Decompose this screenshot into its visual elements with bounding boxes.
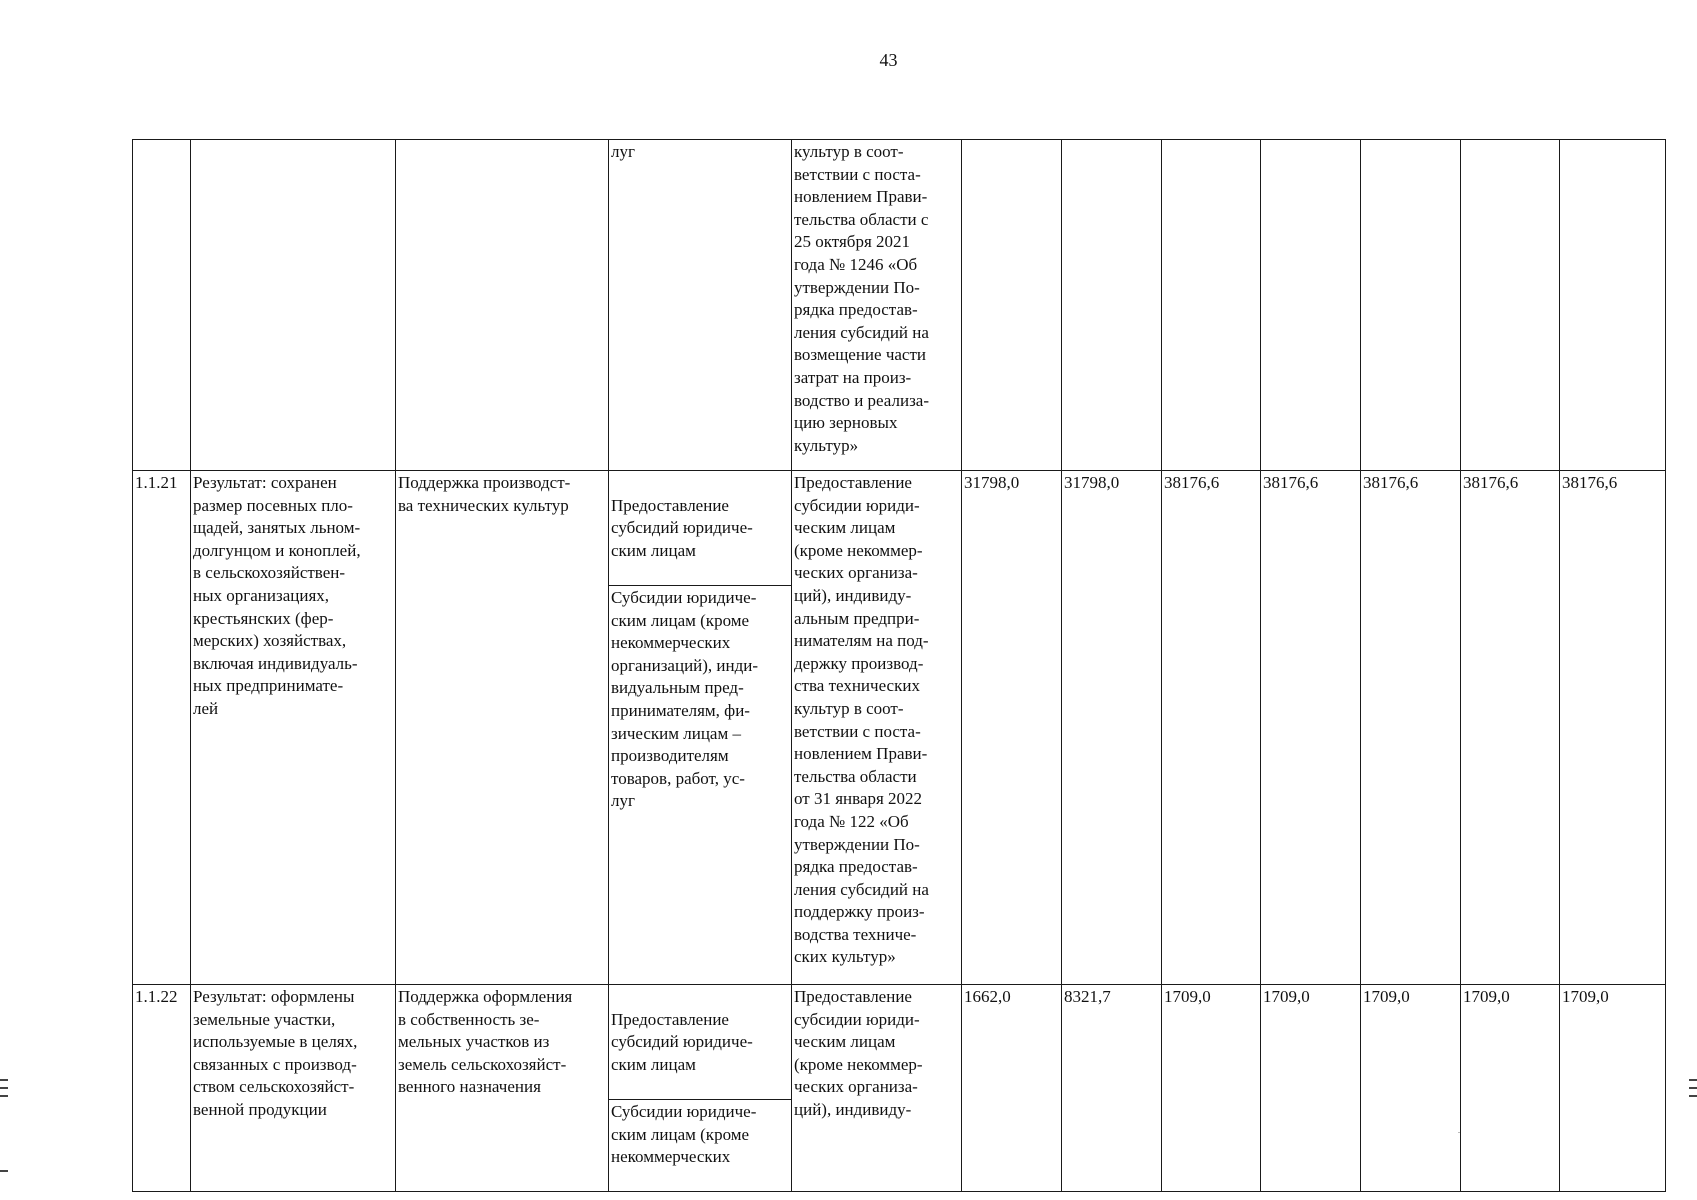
row-value: 38176,6 [1261, 471, 1361, 985]
row-value: 1662,0 [962, 985, 1062, 1192]
direction-part: Субсидии юридиче- ским лицам (кроме некоммерческих организаций), инди- видуальным пред- принимателям, фи- зическим лицам – производителям товаров, работ, ус- луг [609, 585, 791, 813]
row-direction: луг [609, 140, 792, 471]
row-value [962, 140, 1062, 471]
row-value [1461, 140, 1560, 471]
row-value: 38176,6 [1560, 471, 1666, 985]
row-value: 31798,0 [962, 471, 1062, 985]
margin-mark-right [1689, 1087, 1697, 1089]
row-value: 1709,0 [1461, 985, 1560, 1192]
row-measure: Поддержка производст- ва технических культур [396, 471, 609, 985]
row-value: 1709,0 [1261, 985, 1361, 1192]
direction-part: Предоставление субсидий юридиче- ским лицам [611, 1009, 753, 1074]
margin-mark-right [1689, 1079, 1697, 1081]
row-measure: Поддержка оформления в собственность зе- мельных участков из земель сельскохозяйст- венного назначения [396, 985, 609, 1192]
row-value [1162, 140, 1261, 471]
row-value: 38176,6 [1162, 471, 1261, 985]
row-result [191, 140, 396, 471]
table-row [133, 985, 1666, 1192]
row-direction [609, 471, 792, 985]
row-value: 31798,0 [1062, 471, 1162, 985]
row-value: 38176,6 [1461, 471, 1560, 985]
row-value: 8321,7 [1062, 985, 1162, 1192]
row-value: 38176,6 [1361, 471, 1461, 985]
row-value [1261, 140, 1361, 471]
row-value: 1709,0 [1162, 985, 1261, 1192]
margin-mark-left [0, 1087, 8, 1089]
margin-mark-left [0, 1095, 8, 1097]
program-measures-table [132, 139, 1666, 1192]
direction-part: Предоставление субсидий юридиче- ским лицам [611, 495, 753, 560]
row-value: 1709,0 [1361, 985, 1461, 1192]
row-code [133, 140, 191, 471]
table-row [133, 140, 1666, 471]
margin-mark-left [0, 1170, 8, 1172]
row-value [1062, 140, 1162, 471]
row-value: 1709,0 [1560, 985, 1666, 1192]
table-row [133, 471, 1666, 985]
margin-mark-right [1689, 1095, 1697, 1097]
row-value [1560, 140, 1666, 471]
row-measure [396, 140, 609, 471]
direction-part: Субсидии юридиче- ским лицам (кроме некоммерческих [609, 1099, 791, 1169]
row-code: 1.1.21 [133, 471, 191, 985]
margin-mark-left [0, 1079, 8, 1081]
row-result: Результат: оформлены земельные участки, используемые в целях, связанных с производ- ством сельскохозяйст- венной продукции [191, 985, 396, 1192]
row-code: 1.1.22 [133, 985, 191, 1192]
row-legal-basis: культур в соот- ветствии с поста- новлением Прави- тельства области с 25 октября 2021 года № 1246 «Об утверждении По- рядка предостав- ления субсидий на возмещение части затрат на произ- водство и реализа- цию зерновых культур» [792, 140, 962, 471]
row-result: Результат: сохранен размер посевных пло- щадей, занятых льном- долгунцом и коноплей, в сельскохозяйствен- ных организациях, крестьянских (фер- мерских) хозяйствах, включая индивидуаль- ных предпринимате- лей [191, 471, 396, 985]
row-direction [609, 985, 792, 1192]
row-value [1361, 140, 1461, 471]
row-legal-basis: Предоставление субсидии юриди- ческим лицам (кроме некоммер- ческих организа- ций), индивиду- альным предпри- нимателям на под- держку производ- ства технических культур в соот- ветствии с поста- новлением Прави- тельства области от 31 января 2022 года № 122 «Об утверждении По- рядка предостав- ления субсидий на поддержку произ- водства техниче- ских культур» [792, 471, 962, 985]
page-number: 43 [879, 50, 898, 70]
row-legal-basis: Предоставление субсидии юриди- ческим лицам (кроме некоммер- ческих организа- ций), индивиду- [792, 985, 962, 1192]
